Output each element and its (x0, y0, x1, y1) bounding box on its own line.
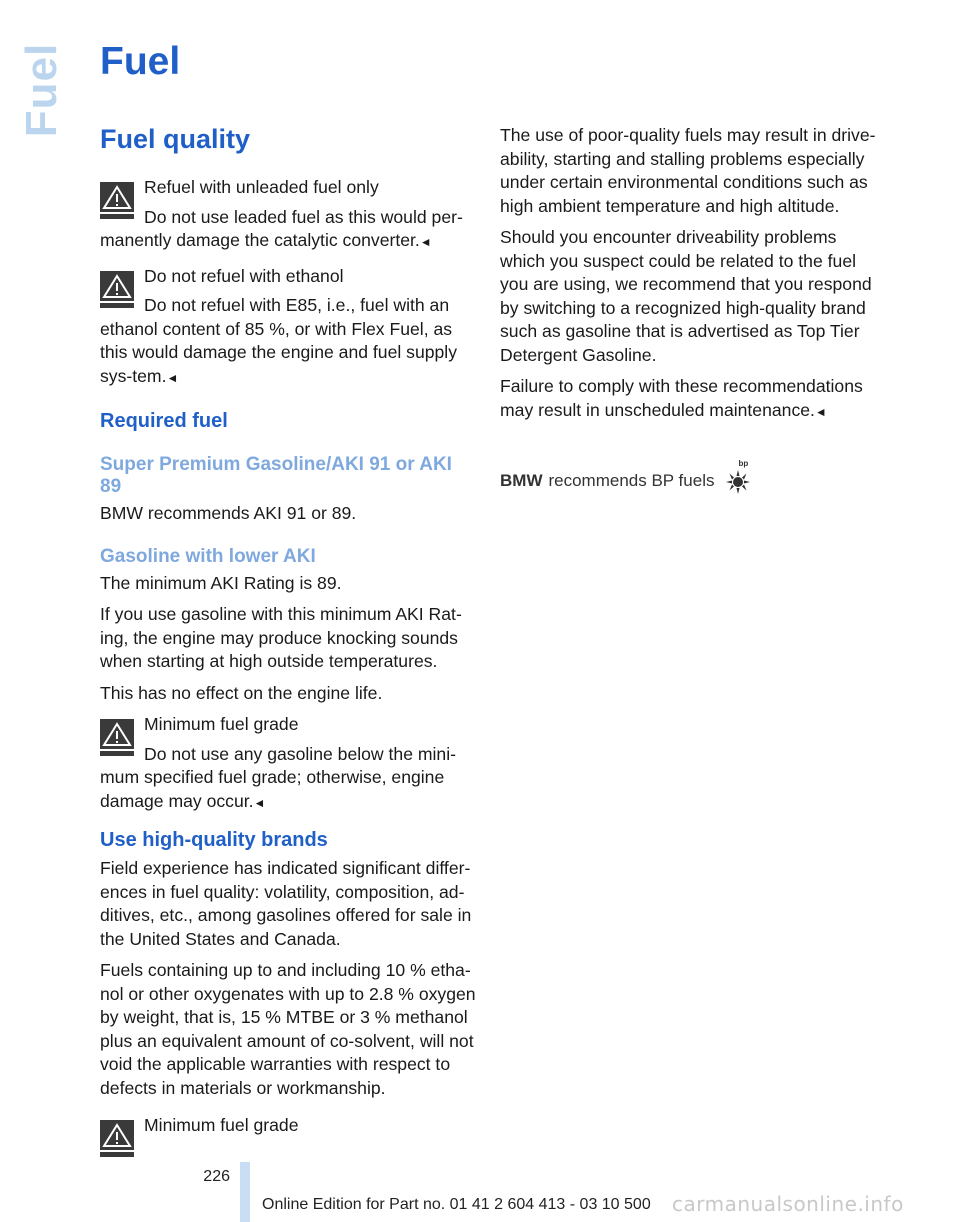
super-premium-heading: Super Premium Gasoline/AKI 91 or AKI 89 (100, 454, 452, 497)
warning-unleaded (100, 176, 478, 255)
right-column (500, 124, 878, 432)
lower-aki-paragraph: The minimum AKI Rating is 89. (100, 572, 342, 593)
warning-icon (100, 182, 134, 219)
bp-logo-text: recommends BP fuels (548, 471, 715, 490)
side-tab (17, 40, 66, 140)
section-title: Fuel quality (100, 124, 251, 154)
left-column (100, 120, 478, 1159)
bmw-brand: BMW (500, 471, 543, 490)
side-tab-label: Fuel (17, 42, 66, 138)
super-premium-text: BMW recommends AKI 91 or 89. (100, 503, 357, 523)
warning-icon (100, 719, 134, 756)
warning-title: Refuel with unleaded fuel only (144, 177, 379, 197)
warning-minimum-grade (100, 713, 478, 815)
bp-helios-icon (724, 459, 752, 495)
warning-title: Minimum fuel grade (144, 714, 299, 734)
end-mark: ◄ (419, 235, 432, 249)
end-mark: ◄ (814, 404, 827, 419)
lower-aki-paragraph: If you use gasoline with this minimum AKI Rat-ing, the engine may produce knocking sounds when starting at high outside temperatures. (100, 604, 462, 671)
footer-edition: Online Edition for Part no. 01 41 2 604 413 - 03 10 500 (262, 1196, 651, 1213)
end-mark: ◄ (253, 795, 266, 810)
bp-mark: bp (738, 459, 749, 468)
watermark: carmanualsonline.info (672, 1192, 904, 1216)
page-number: 226 (203, 1168, 230, 1185)
right-paragraph: Failure to comply with these recommendations may result in unscheduled maintenance. (500, 376, 863, 420)
end-mark: ◄ (166, 370, 179, 385)
brands-paragraph: Fuels containing up to and including 10 % etha-nol or other oxygenates with up to 2.8 % oxygen by weight, that is, 15 % MTBE or 3 % methanol plus an equivalent amount of co-solvent, will not void the applicable warranties with respect to defects in materials or workmanship. (100, 960, 476, 1098)
warning-text: Do not use leaded fuel as this would per-manently damage the catalytic converter. (100, 206, 463, 250)
right-paragraph: Should you encounter driveability problems which you suspect could be related to the fuel you are using, we recommend that you respond by switching to a recognized high-quality brand such as gasoline that is advertised as Top Tier Detergent Gasoline. (500, 227, 872, 365)
right-paragraph: The use of poor-quality fuels may result in drive-ability, starting and stalling problems especially under certain environmental conditions such as high ambient temperature and high altitude. (500, 125, 876, 216)
warning-text: Do not use any gasoline below the mini-mum specified fuel grade; otherwise, engine damage may occur. (100, 743, 456, 811)
page-title: Fuel (100, 40, 181, 83)
warning-title: Do not refuel with ethanol (144, 265, 344, 286)
warning-icon (100, 1120, 134, 1157)
warning-text: Do not refuel with E85, i.e., fuel with an ethanol content of 85 %, or with Flex Fuel, as this would damage the engine and fuel supply sys-tem. (100, 295, 458, 386)
lower-aki-heading: Gasoline with lower AKI (100, 545, 316, 567)
warning-title: Minimum fuel grade (144, 1115, 299, 1135)
bp-recommendation-logo (500, 459, 752, 498)
lower-aki-paragraph: This has no effect on the engine life. (100, 682, 383, 703)
brands-heading: Use high-quality brands (100, 829, 328, 851)
warning-icon (100, 271, 134, 308)
footer-bar (240, 1162, 250, 1222)
brands-paragraph: Field experience has indicated significant differ-ences in fuel quality: volatility, composition, ad-ditives, etc., among gasolines offered for sale in the United States and Canada. (100, 858, 472, 949)
required-fuel-heading: Required fuel (100, 410, 228, 432)
warning-ethanol (100, 265, 478, 391)
warning-minimum-grade-2 (100, 1114, 478, 1138)
